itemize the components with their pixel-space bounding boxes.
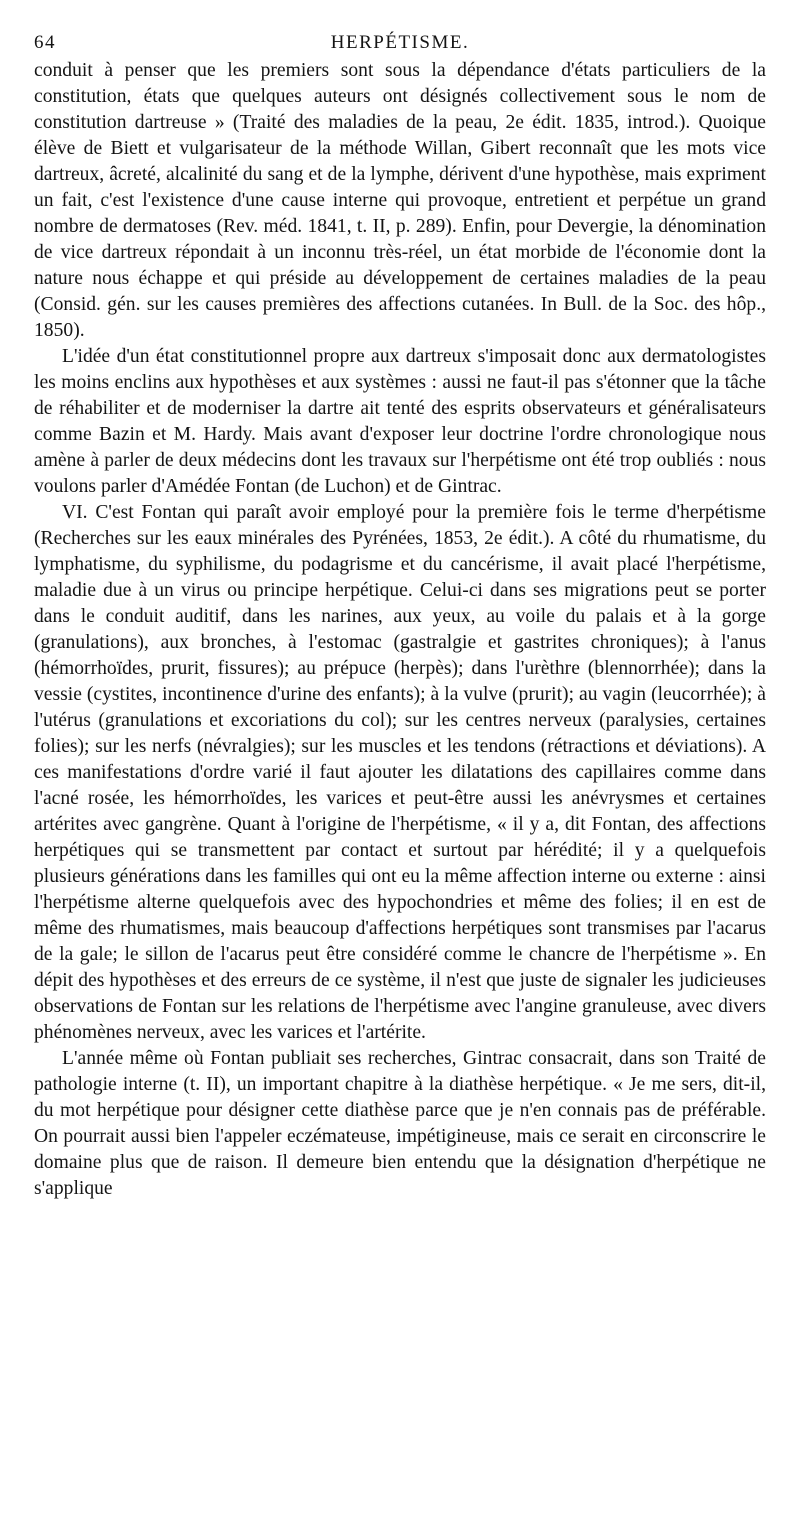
paragraph-2: L'idée d'un état constitutionnel propre aux dartreux s'imposait donc aux dermatologistes les moins enclins aux hypothèses et aux systèmes : aussi ne faut-il pas s'étonner que la tâche de réhabiliter et de moderniser la dartre ait tenté des esprits observateurs et généralisateurs comme Bazin et M. Hardy. Mais avant d'exposer leur doctrine l'ordre chronologique nous amène à parler de deux médecins dont les travaux sur l'herpétisme ont été trop oubliés : nous voulons parler d'Amédée Fontan (de Luchon) et de Gintrac. (34, 346, 766, 497)
page-header (34, 24, 766, 58)
paragraph-3: VI. C'est Fontan qui paraît avoir employé pour la première fois le terme d'herpétisme (Recherches sur les eaux minérales des Pyrénées, 1853, 2e édit.). A côté du rhumatisme, du lymphatisme, du syphilisme, du podagrisme et du cancérisme, il avait placé l'herpétisme, maladie due à un virus ou principe herpétique. Celui-ci dans ses migrations peut se porter dans le conduit auditif, dans les narines, aux yeux, au voile du palais et à la gorge (granulations), aux bronches, à l'estomac (gastralgie et gastrites chroniques); à l'anus (hémorrhoïdes, prurit, fissures); au prépuce (herpès); dans l'urèthre (blennorrhée); dans la vessie (cystites, incontinence d'urine des enfants); à la vulve (prurit); au vagin (leucorrhée); à l'utérus (granulations et excoriations du col); sur les centres nerveux (paralysies, certaines folies); sur les nerfs (névralgies); sur les muscles et les tendons (rétractions et déviations). A ces manifestations d'ordre varié il faut ajouter les dilatations des capillaires comme dans l'acné rosée, les hémorrhoïdes, les varices et peut-être aussi les anévrysmes et certaines artérites avec gangrène. Quant à l'origine de l'herpétisme, « il y a, dit Fontan, des affections herpétiques qui se transmettent par contact et surtout par hérédité; il y a quelquefois plusieurs générations dans les familles qui ont eu la même affection interne ou externe : ainsi l'herpétisme alterne quelquefois avec des hypochondries et même des folies; il en est de même des rhumatismes, mais beaucoup d'affections herpétiques sont transmises par l'acarus de la gale; le sillon de l'acarus peut être considéré comme le chancre de l'herpétisme ». En dépit des hypothèses et des erreurs de ce système, il n'est que juste de signaler les judicieuses observations de Fontan sur les relations de l'herpétisme avec l'angine granuleuse, avec divers phénomènes nerveux, avec les varices et l'artérite. (34, 502, 766, 1043)
running-title: HERPÉTISME. (330, 32, 470, 53)
paragraph-1: conduit à penser que les premiers sont sous la dépendance d'états particuliers de la constitution, états que quelques auteurs ont désignés collectivement sous le nom de constitution dartreuse » (Traité des maladies de la peau, 2e édit. 1835, introd.). Quoique élève de Biett et vulgarisateur de la méthode Willan, Gibert reconnaît que les mots vice dartreux, âcreté, alcalinité du sang et de la lymphe, dérivent d'une hypothèse, mais expriment un fait, c'est l'existence d'une cause interne qui provoque, entretient et perpétue un grand nombre de dermatoses (Rev. méd. 1841, t. II, p. 289). Enfin, pour Devergie, la dénomination de vice dartreux répondait à un inconnu très-réel, un état morbide de l'économie dont la nature nous échappe et qui préside au développement de certaines maladies de la peau (Consid. gén. sur les causes premières des affections cutanées. In Bull. de la Soc. des hôp., 1850). (34, 60, 766, 341)
document-page (34, 24, 766, 1202)
paragraph-4: L'année même où Fontan publiait ses recherches, Gintrac consacrait, dans son Traité de pathologie interne (t. II), un important chapitre à la diathèse herpétique. « Je me sers, dit-il, du mot herpétique pour désigner cette diathèse parce que je n'en connais pas de préférable. On pourrait aussi bien l'appeler eczémateuse, impétigineuse, mais ce serait en circonscrire le domaine plus que de raison. Il demeure bien entendu que la désignation d'herpétique ne s'applique (34, 1048, 766, 1199)
page-number: 64 (34, 32, 56, 53)
